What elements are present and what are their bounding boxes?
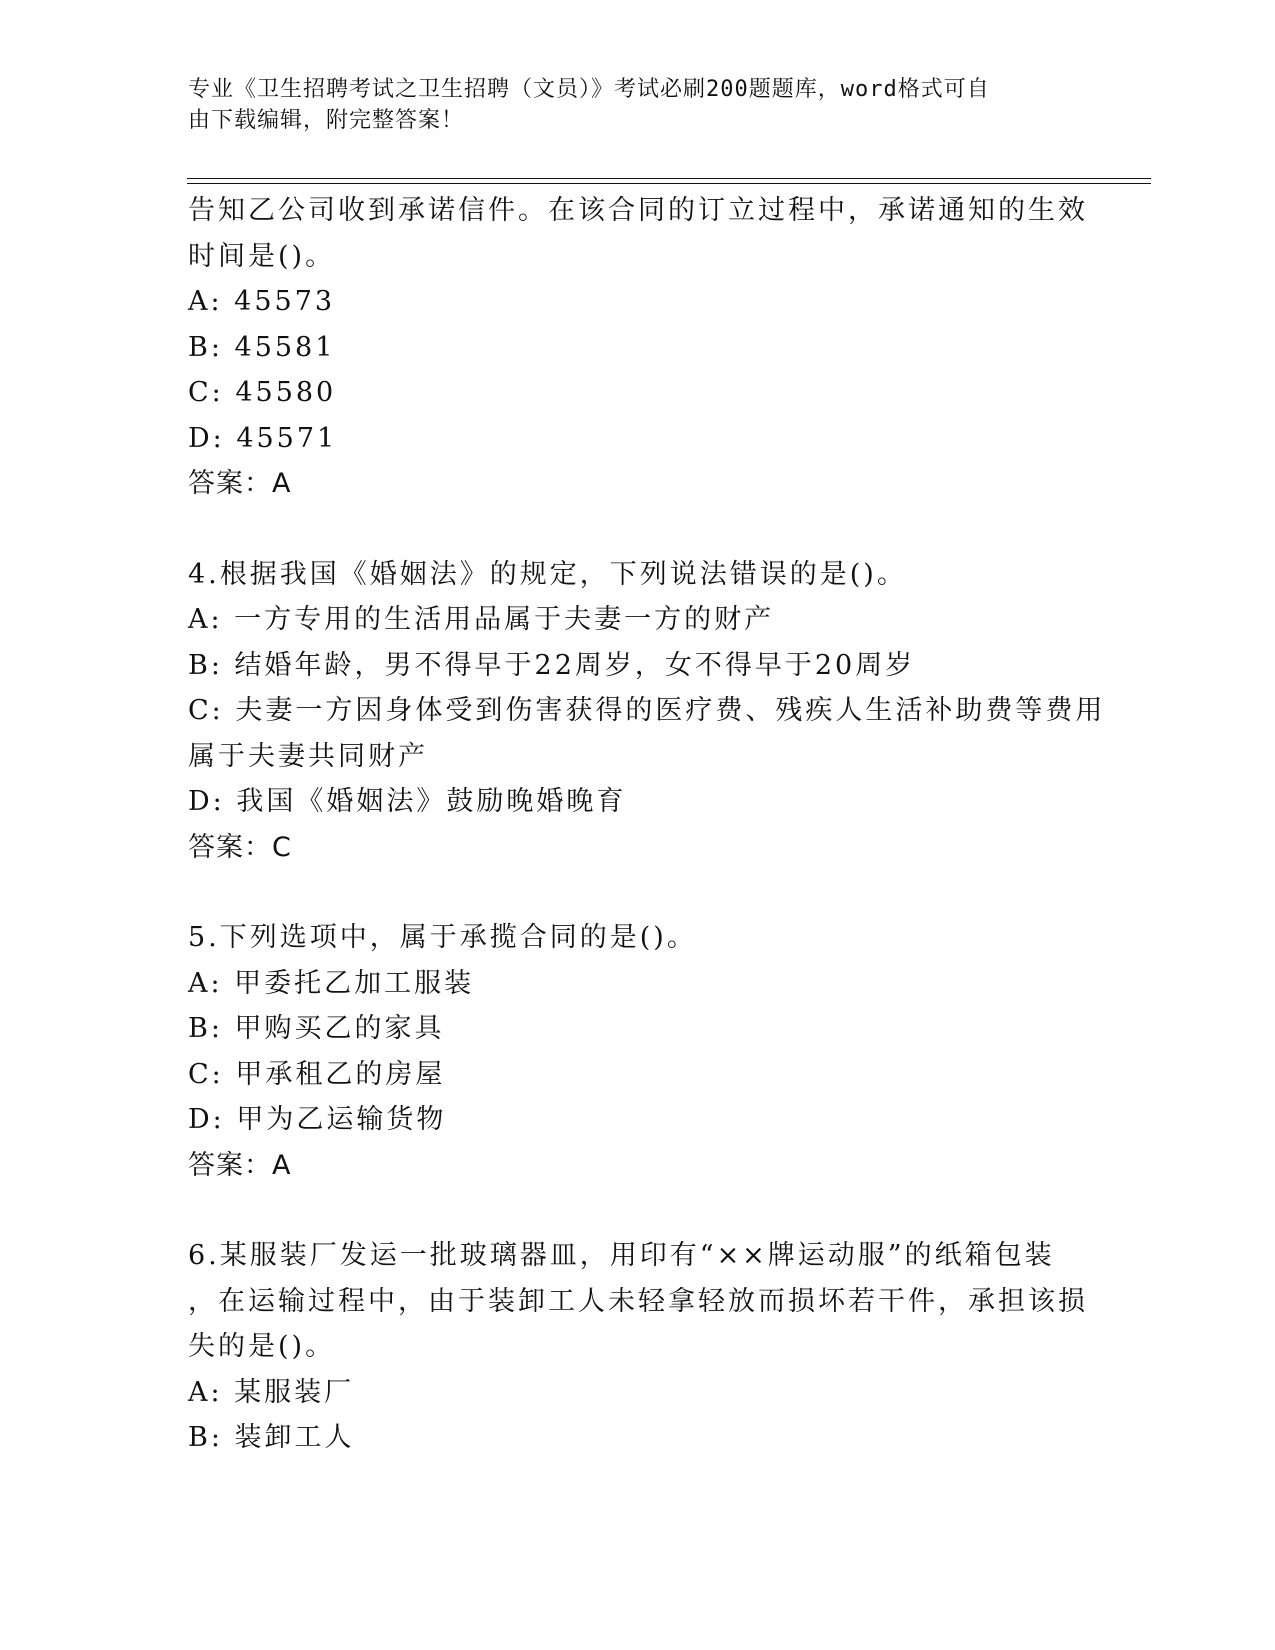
question-list: [188, 188, 1106, 1461]
option-a: A: 甲委托乙加工服装: [188, 967, 475, 999]
question-text: 4.根据我国《婚姻法》的规定，下列说法错误的是()。: [188, 558, 907, 590]
header-line-1: 专业《卫生招聘考试之卫生招聘（文员）》考试必刷200题题库，word格式可自: [188, 77, 990, 102]
header-line-2: 由下载编辑，附完整答案！: [188, 108, 465, 133]
option-d: D: 甲为乙运输货物: [188, 1104, 447, 1135]
document-header: [188, 74, 1068, 136]
question-text: 5.下列选项中，属于承揽合同的是()。: [188, 922, 697, 953]
question-4: [188, 552, 1106, 871]
option-a: A: 某服装厂: [188, 1376, 355, 1408]
option-c: C: 夫妻一方因身体受到伤害获得的医疗费、残疾人生活补助费等费用: [188, 695, 1106, 726]
question-5: [188, 915, 1088, 1188]
answer-label: 答案：C: [188, 831, 292, 863]
option-c: C: 45580: [188, 377, 337, 408]
question-text: 时间是()。: [188, 240, 336, 272]
header-divider-top: [187, 178, 1151, 179]
option-b: B: 装卸工人: [188, 1422, 355, 1453]
question-text: 失的是()。: [188, 1331, 336, 1362]
option-b: B: 45581: [188, 331, 336, 363]
option-b: B: 甲购买乙的家具: [188, 1013, 445, 1044]
question-text: 告知乙公司收到承诺信件。在该合同的订立过程中，承诺通知的生效: [188, 195, 1088, 226]
option-a: A: 45573: [188, 286, 336, 317]
option-c-continued: 属于夫妻共同财产: [188, 740, 428, 772]
option-d: D: 我国《婚姻法》鼓励晚婚晚育: [188, 786, 627, 817]
question-6: [188, 1233, 1088, 1461]
option-a: A: 一方专用的生活用品属于夫妻一方的财产: [188, 604, 775, 635]
option-c: C: 甲承租乙的房屋: [188, 1058, 446, 1090]
question-text: ，在运输过程中，由于装卸工人未轻拿轻放而损坏若干件，承担该损: [188, 1285, 1088, 1317]
option-d: D: 45571: [188, 422, 338, 454]
question-text: 6.某服装厂发运一批玻璃器皿，用印有“××牌运动服”的纸箱包装: [188, 1240, 1055, 1271]
header-divider-bottom: [187, 183, 1151, 184]
answer-label: 答案：A: [188, 1149, 292, 1181]
question-3: [188, 188, 1088, 507]
option-b: B: 结婚年龄，男不得早于22周岁，女不得早于20周岁: [188, 649, 916, 681]
answer-label: 答案：A: [188, 468, 292, 499]
